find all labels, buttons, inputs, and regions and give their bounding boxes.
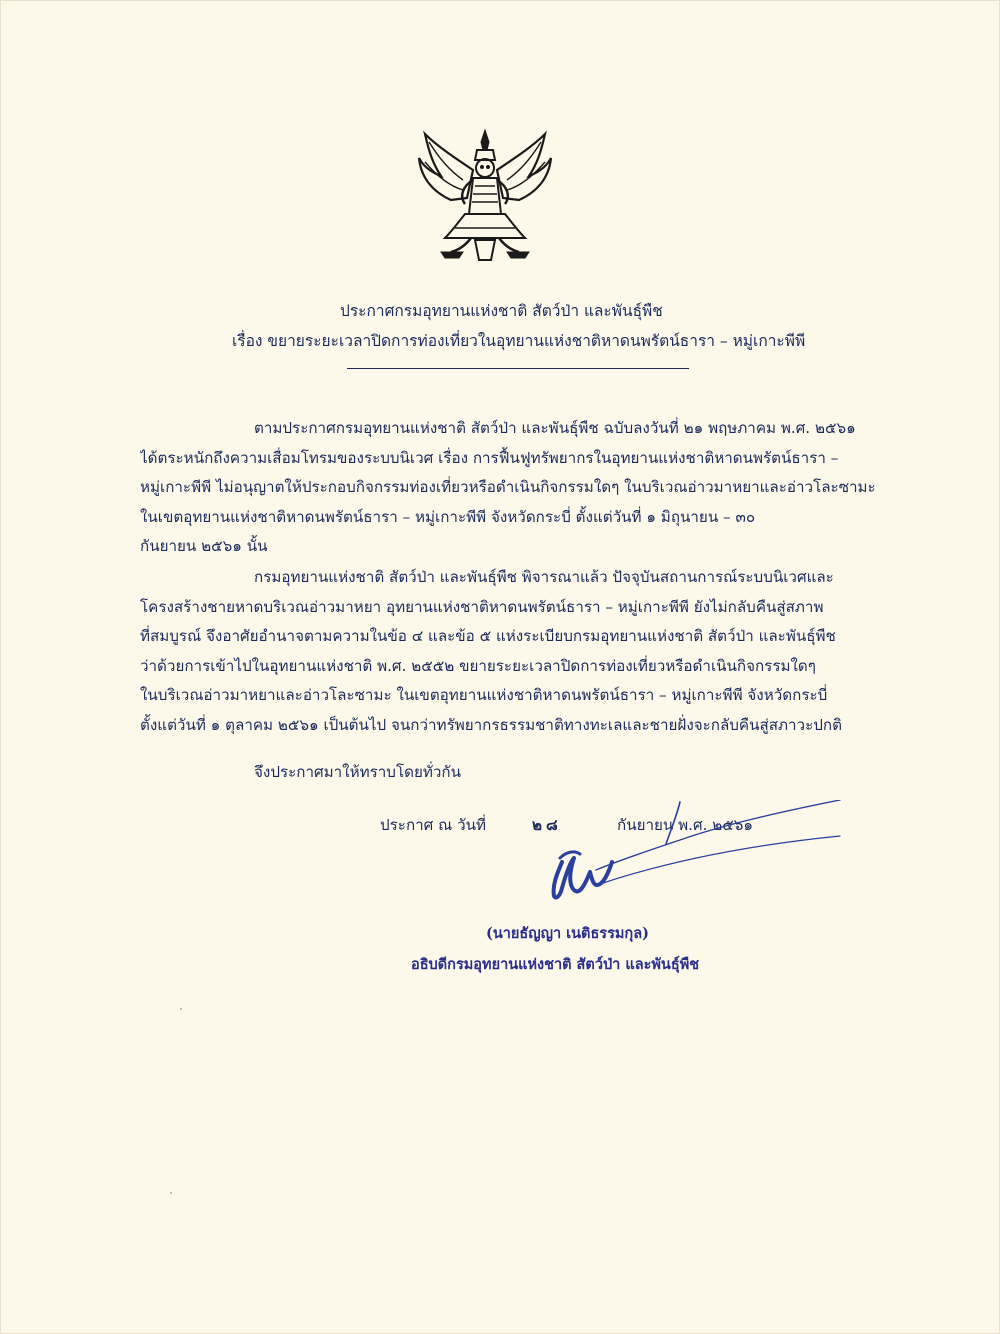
- paragraph-1-line: ได้ตระหนักถึงความเสื่อมโทรมของระบบนิเวศ เรื่อง การฟื้นฟูทรัพยากรในอุทยานแห่งชาติหาดนพรัตน์ธารา –: [140, 448, 839, 467]
- paragraph-2-line: ที่สมบูรณ์ จึงอาศัยอำนาจตามความในข้อ ๔ และข้อ ๕ แห่งระเบียบกรมอุทยานแห่งชาติ สัตว์ป่า และพันธุ์พืช: [140, 627, 836, 646]
- paragraph-1-line: หมู่เกาะพีพี ไม่อนุญาตให้ประกอบกิจกรรมท่องเที่ยวหรือดำเนินกิจกรรมใดๆ ในบริเวณอ่าวมาหยาและอ่าวโละซามะ: [140, 478, 876, 497]
- announcement-subject: เรื่อง ขยายระยะเวลาปิดการท่องเที่ยวในอุทยานแห่งชาติหาดนพรัตน์ธารา – หมู่เกาะพีพี: [232, 332, 806, 350]
- garuda-emblem-icon: [415, 128, 555, 263]
- handwritten-signature: [540, 800, 850, 905]
- paper-speck: [170, 1192, 172, 1194]
- paragraph-1-line: ในเขตอุทยานแห่งชาติหาดนพรัตน์ธารา – หมู่เกาะพีพี จังหวัดกระบี่ ตั้งแต่วันที่ ๑ มิถุนายน – ๓๐: [140, 507, 756, 526]
- paragraph-2: [140, 563, 892, 741]
- signer-title: อธิบดีกรมอุทยานแห่งชาติ สัตว์ป่า และพันธุ์พืช: [411, 956, 700, 973]
- date-day: ๒๘: [532, 816, 562, 834]
- closing-statement: จึงประกาศมาให้ทราบโดยทั่วกัน: [254, 763, 461, 781]
- paper-speck: [180, 1008, 182, 1010]
- paragraph-2-line: ตั้งแต่วันที่ ๑ ตุลาคม ๒๕๖๑ เป็นต้นไป จนกว่าทรัพยากรธรรมชาติทางทะเลและชายฝั่งจะกลับคืนสู่สภาวะปกติ: [140, 715, 842, 734]
- signer-name: (นายธัญญา เนติธรรมกุล): [486, 925, 649, 942]
- paragraph-2-line: กรมอุทยานแห่งชาติ สัตว์ป่า และพันธุ์พืช พิจารณาแล้ว ปัจจุบันสถานการณ์ระบบนิเวศและ: [254, 568, 834, 586]
- announcement-heading: ประกาศกรมอุทยานแห่งชาติ สัตว์ป่า และพันธุ์พืช: [340, 302, 663, 320]
- paragraph-2-line: ว่าด้วยการเข้าไปในอุทยานแห่งชาติ พ.ศ. ๒๕๕๒ ขยายระยะเวลาปิดการท่องเที่ยวหรือดำเนินกิจกรรมใดๆ: [140, 656, 816, 675]
- paragraph-1-line: กันยายน ๒๕๖๑ นั้น: [140, 537, 268, 556]
- paragraph-2-line: ในบริเวณอ่าวมาหยาและอ่าวโละซามะ ในเขตอุทยานแห่งชาติหาดนพรัตน์ธารา – หมู่เกาะพีพี จังหวัดกระบี่: [140, 686, 828, 705]
- heading-divider: [347, 368, 689, 369]
- paragraph-1: [140, 414, 892, 562]
- date-month-year: กันยายน พ.ศ. ๒๕๖๑: [617, 816, 754, 834]
- date-label: ประกาศ ณ วันที่: [380, 816, 486, 834]
- paragraph-1-line: ตามประกาศกรมอุทยานแห่งชาติ สัตว์ป่า และพันธุ์พืช ฉบับลงวันที่ ๒๑ พฤษภาคม พ.ศ. ๒๕๖๑: [254, 419, 856, 437]
- paragraph-2-line: โครงสร้างชายหาดบริเวณอ่าวมาหยา อุทยานแห่งชาติหาดนพรัตน์ธารา – หมู่เกาะพีพี ยังไม่กลับคืนสู่สภาพ: [140, 597, 824, 616]
